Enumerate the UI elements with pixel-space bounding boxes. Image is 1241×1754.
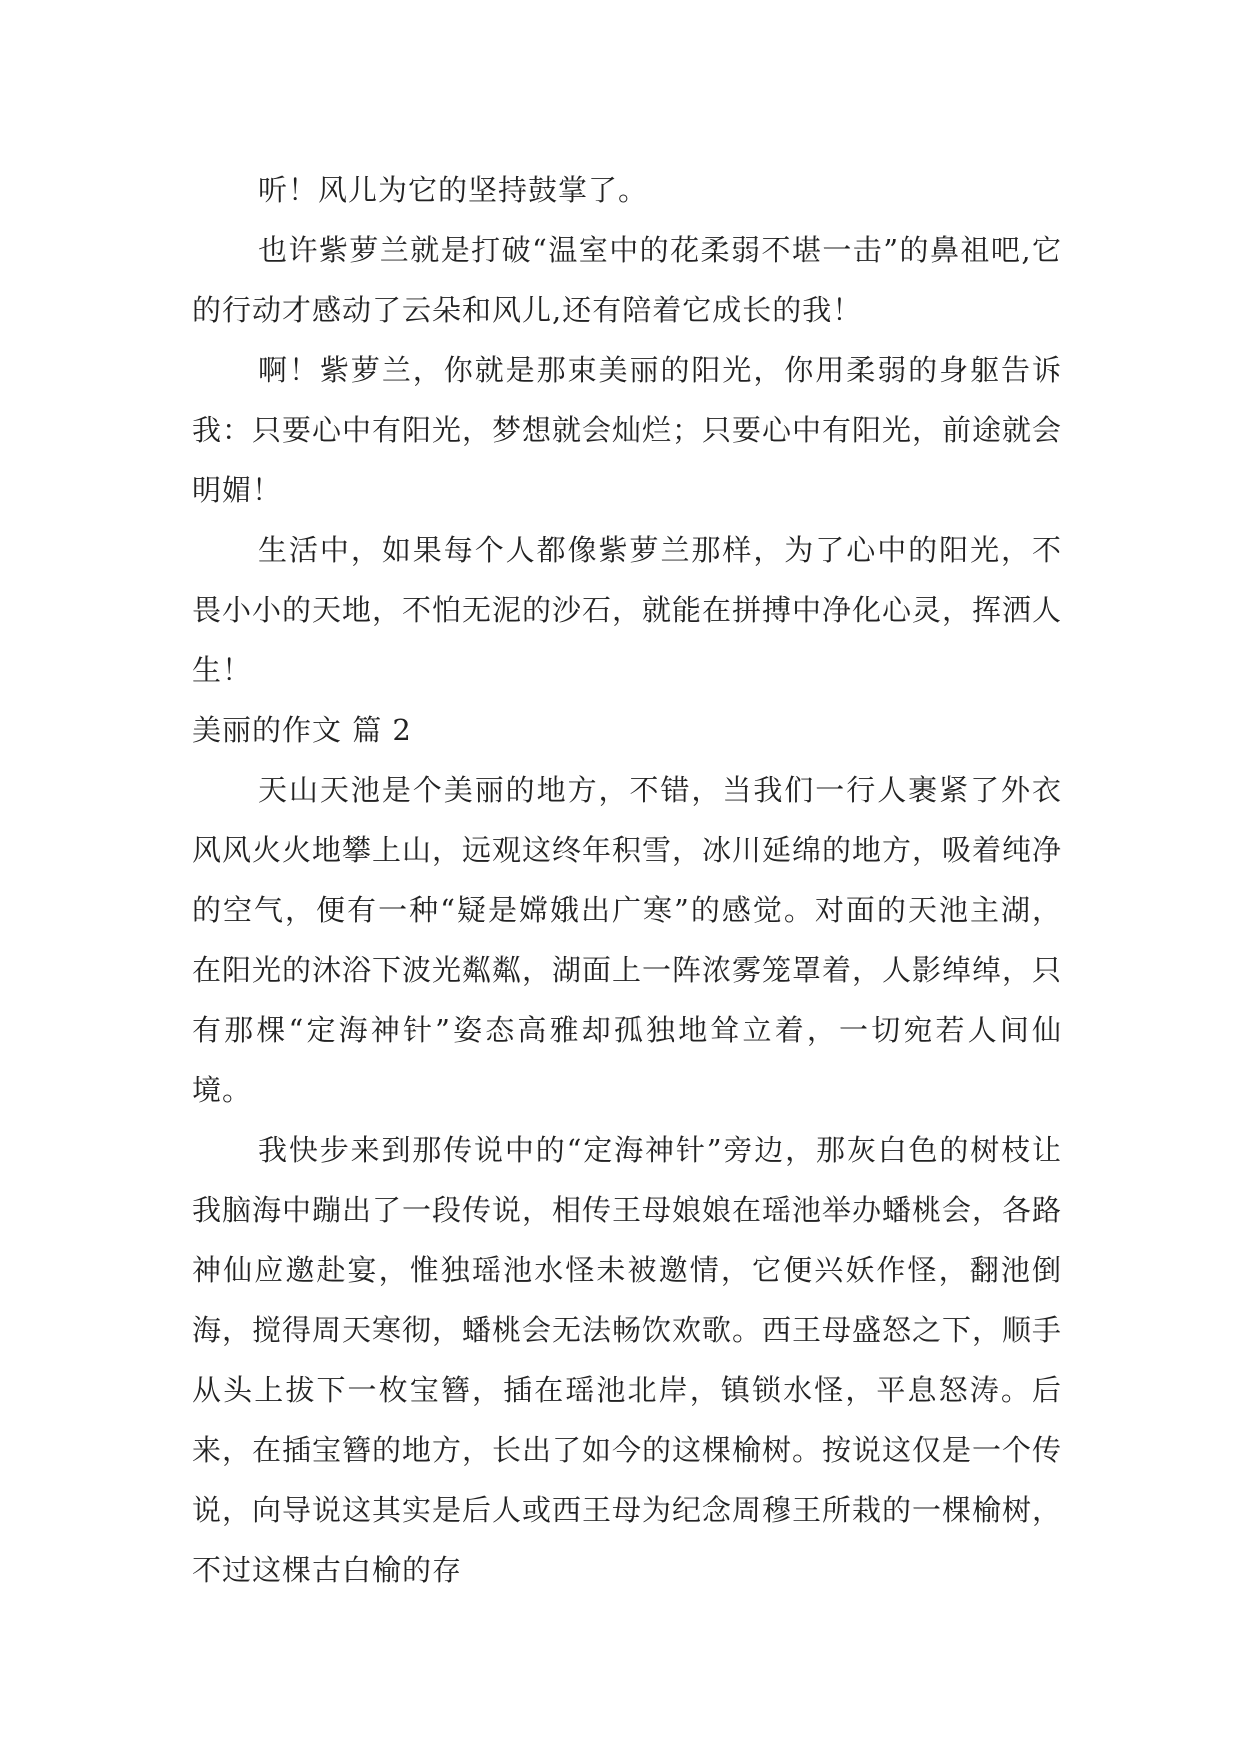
paragraph-violet-ancestor: 也许紫萝兰就是打破“温室中的花柔弱不堪一击”的鼻祖吧,它的行动才感动了云朵和风儿,还有陪着它成长的我！ — [192, 233, 1062, 327]
paragraph-tianchi: 天山天池是个美丽的地方，不错，当我们一行人裹紧了外衣风风火火地攀上山，远观这终年积雪，冰川延绵的地方，吸着纯净的空气，便有一种“疑是嫦娥出广寒”的感觉。对面的天池主湖，在阳光的沐浴下波光粼粼，湖面上一阵浓雾笼罩着，人影绰绰，只有那棵“定海神针”姿态高雅却孤独地耸立着，一切宛若人间仙境。 — [192, 773, 1063, 1107]
paragraph-legend: 我快步来到那传说中的“定海神针”旁边，那灰白色的树枝让我脑海中蹦出了一段传说，相传王母娘娘在瑶池举办蟠桃会，各路神仙应邀赴宴，惟独瑶池水怪未被邀情，它便兴妖作怪，翻池倒海，搅得周天寒彻，蟠桃会无法畅饮欢歌。西王母盛怒之下，顺手从头上拔下一枚宝簪，插在瑶池北岸，镇锁水怪，平息怒涛。后来，在插宝簪的地方，长出了如今的这棵榆树。按说这仅是一个传说，向导说这其实是后人或西王母为纪念周穆王所栽的一棵榆树，不过这棵古白榆的存 — [192, 1133, 1063, 1587]
section-heading: 美丽的作文 篇 2 — [192, 713, 412, 747]
paragraph-wind-applause: 听！风儿为它的坚持鼓掌了。 — [258, 173, 649, 207]
paragraph-life: 生活中，如果每个人都像紫萝兰那样，为了心中的阳光，不畏小小的天地，不怕无泥的沙石，就能在拼搏中净化心灵，挥洒人生！ — [192, 533, 1063, 687]
paragraph-violet-sunshine: 啊！紫萝兰，你就是那束美丽的阳光，你用柔弱的身躯告诉我：只要心中有阳光，梦想就会灿烂；只要心中有阳光，前途就会明媚！ — [192, 353, 1063, 507]
document-body — [192, 160, 1062, 1600]
